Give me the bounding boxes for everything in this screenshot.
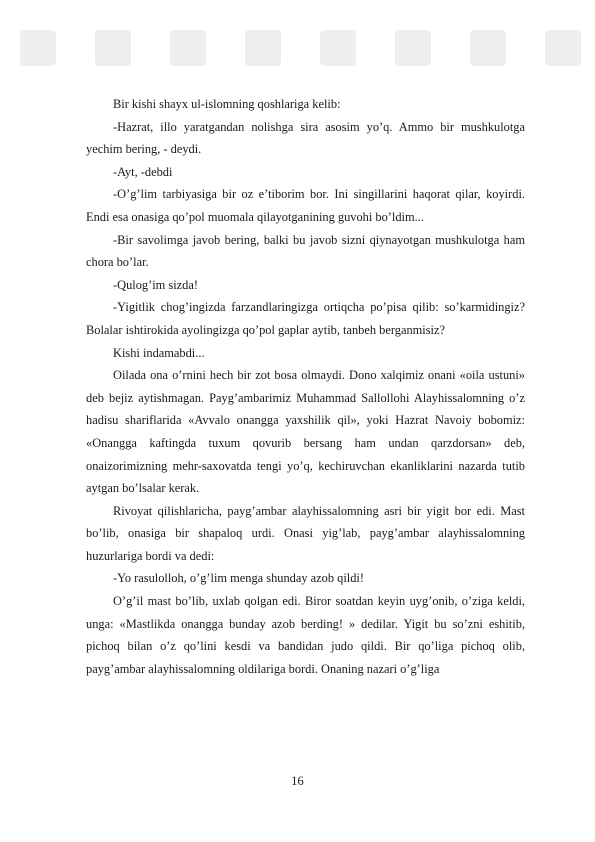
- paragraph: -Yigitlik chog’ingizda farzandlaringizga ortiqcha po’pisa qilib: so’karmidingiz? Bolalar ishtirokida ayolingizga qo’pol gaplar aytib, tanbeh berganmisiz?: [86, 300, 525, 337]
- paragraph: -Hazrat, illo yaratgandan nolishga sira asosim yo’q. Ammo bir mushkulotga yechim bering, - deydi.: [86, 119, 525, 157]
- paragraph: Kishi indamabdi...: [113, 345, 205, 360]
- paragraph: -Bir savolimga javob bering, balki bu javob sizni qiynayotgan mushkulotga ham chora bo’lar.: [86, 232, 525, 270]
- paragraph: Bir kishi shayx ul-islomning qoshlariga kelib:: [113, 97, 341, 111]
- paragraph: -O’g’lim tarbiyasiga bir oz e’tiborim bor. Ini singillarini haqorat qilar, koyirdi. Endi esa onasiga qo’pol muomala qilayotganining guvohi bo’ldim...: [86, 187, 525, 224]
- paragraph: O’g’il mast bo’lib, uxlab qolgan edi. Biror soatdan keyin uyg’onib, o’ziga keldi, unga: «Mastlikda onangga bunday azob berding! » dedilar. Yigit bu so’zni eshitib, pichoq bilan o’z qo’lini kesdi va bandidan judo qildi. Bir qo’liga pichoq olib, payg’ambar alayhissalomning oldilariga bordi. Onaning nazari o’g’liga: [86, 594, 525, 676]
- paragraph: Oilada ona o’rnini hech bir zot bosa olmaydi. Dono xalqimiz onani «oila ustuni» deb bejiz aytishmagan. Payg’ambarimiz Muhammad Sallollohi Alayhissalomning o’z hadisu shariflarida «Avvalo onangga yaxshilik qil», yoki Hazrat Navoiy bobomiz: «Onangga kaftingda tuxum qovurib bersang ham undan qarzdorsan» deb, onaizorimizning mehr-saxovatda tengi yo’q, kechiruvchan ekanliklarini nazarda tutib aytgan bo’lsalar kerak.: [86, 368, 525, 496]
- main-text: [86, 93, 525, 680]
- paragraph: -Yo rasulolloh, o’g’lim menga shunday azob qildi!: [113, 571, 364, 586]
- paragraph: Rivoyat qilishlaricha, payg’ambar alayhissalomning asri bir yigit bor edi. Mast bo’lib, onasiga bir shapaloq urdi. Onasi yig’lab, payg’ambar alayhissalomning huzurlariga bordi va dedi:: [86, 503, 525, 563]
- paragraph: -Ayt, -debdi: [113, 164, 173, 179]
- paragraph: -Qulog’im sizda!: [113, 277, 198, 292]
- page-number: 16: [291, 774, 304, 788]
